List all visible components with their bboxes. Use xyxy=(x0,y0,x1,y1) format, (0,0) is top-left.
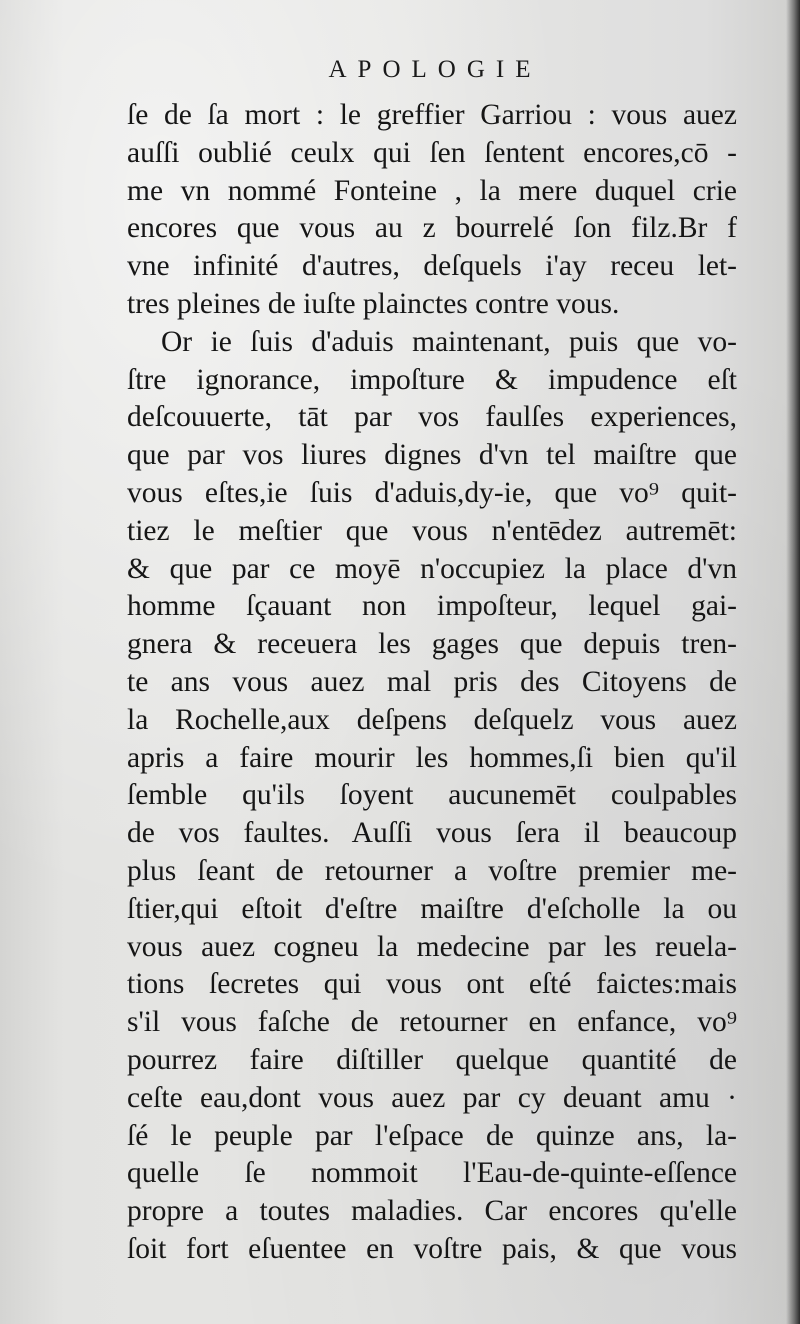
text-line: homme ſçauant non impoſteur, lequel gai- xyxy=(127,590,737,623)
text-line: ſoit fort eſuentee en voſtre pais, & que vous xyxy=(127,1232,737,1265)
text-line: te ans vous auez mal pris des Citoyens de xyxy=(127,665,737,698)
text-line: deſcouuerte, tāt par vos faulſes experiences, xyxy=(127,401,737,434)
text-line: apris a faire mourir les hommes,ſi bien qu'il xyxy=(127,741,737,774)
text-line: tions ſecretes qui vous ont eſté faictes:mais xyxy=(127,968,737,1001)
text-line: ſé le peuple par l'eſpace de quinze ans, la- xyxy=(127,1119,737,1152)
text-line: ſemble qu'ils ſoyent aucunemēt coulpables xyxy=(127,779,737,812)
text-line: quelle ſe nommoit l'Eau-de-quinte-eſſence xyxy=(127,1157,737,1190)
text-line: propre a toutes maladies. Car encores qu'elle xyxy=(127,1195,737,1228)
text-line: pourrez faire diſtiller quelque quantité de xyxy=(127,1043,737,1076)
text-line: vne infinité d'autres, deſquels i'ay receu let- xyxy=(127,250,737,283)
text-line: encores que vous au z bourrelé ſon filz.Br f xyxy=(127,212,737,245)
text-line: tiez le meſtier que vous n'entēdez autremēt: xyxy=(127,514,737,547)
text-line: me vn nommé Fonteine , la mere duquel crie xyxy=(127,174,737,207)
text-line: s'il vous faſche de retourner en enfance, vo⁹ xyxy=(127,1006,737,1039)
text-line: tres pleines de iuſte plainctes contre vous. xyxy=(127,287,620,320)
text-line: vous eſtes,ie ſuis d'aduis,dy-ie, que vo⁹ quit- xyxy=(127,476,737,509)
text-line: ſe de ſa mort : le greffier Garriou : vous auez xyxy=(127,99,737,131)
text-line: Or ie ſuis d'aduis maintenant, puis que vo- xyxy=(161,325,737,358)
text-line: que par vos liures dignes d'vn tel maiſtre que xyxy=(127,439,737,472)
text-line: de vos faultes. Auſſi vous ſera il beaucoup xyxy=(127,817,737,850)
text-line: ceſte eau,dont vous auez par cy deuant amu · xyxy=(127,1081,737,1114)
text-line: ſtier,qui eſtoit d'eſtre maiſtre d'eſcholle la ou xyxy=(127,892,737,925)
text-line: vous auez cogneu la medecine par les reuela- xyxy=(127,930,737,963)
text-line: gnera & receuera les gages que depuis tren- xyxy=(127,628,737,661)
text-line: ſtre ignorance, impoſture & impudence eſt xyxy=(127,363,737,396)
running-head: APOLOGIE xyxy=(328,56,542,83)
text-line: & que par ce moyē n'occupiez la place d'vn xyxy=(127,552,737,585)
text-line: auſſi oublié ceulx qui ſen ſentent encores,cō - xyxy=(127,136,737,169)
text-line: plus ſeant de retourner a voſtre premier me- xyxy=(127,854,737,887)
body-text xyxy=(127,97,737,1269)
text-line: la Rochelle,aux deſpens deſquelz vous auez xyxy=(127,703,737,736)
